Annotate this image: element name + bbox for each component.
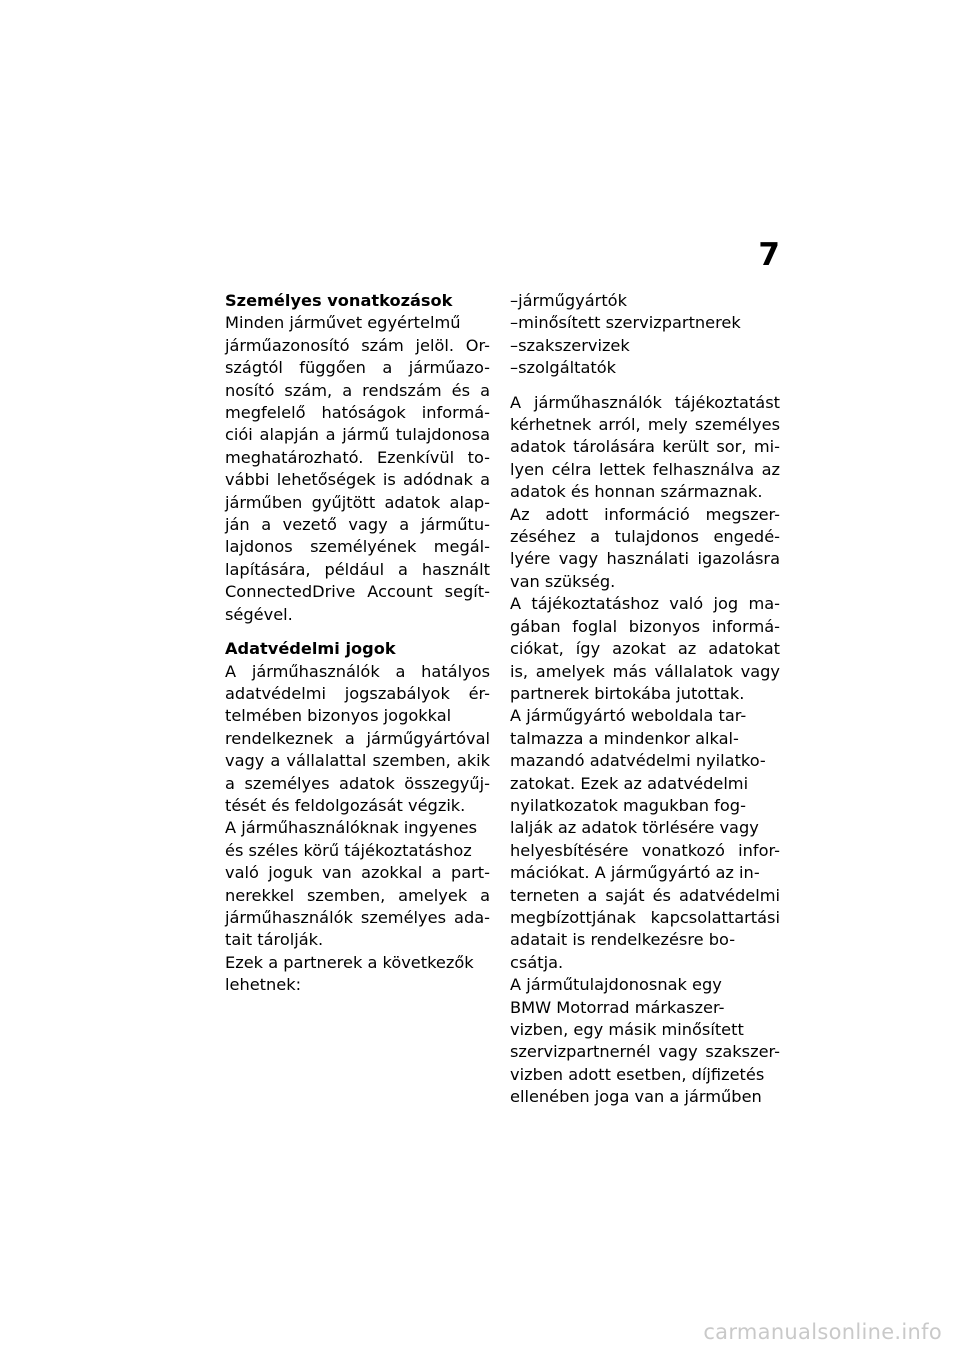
text-line: tését és feldolgozását végzik. [225,795,466,815]
list-item: –minősített szervizpartnerek [510,313,741,333]
text-line: ciói alapján a jármű tulajdonosa [225,425,490,445]
text-line: A tájékoztatáshoz való jog ma- [510,594,780,614]
text-line: vábbi lehetőségek is adódnak a [225,470,490,490]
text-line: lehetnek: [225,975,302,995]
text-line: van szükség. [510,571,616,591]
text-line: mazandó adatvédelmi nyilatko- [510,751,766,771]
text-line: nyilatkozatok magukban fog- [510,795,746,815]
text-line: lapítására, például a használt [225,559,490,579]
text-line: helyesbítésére vonatkozó infor- [510,840,780,860]
text-line: telmében bizonyos jogokkal [225,706,452,726]
text-line: csátja. [510,952,564,972]
text-line: Ezek a partnerek a következők [225,952,474,972]
text-line: vizben, egy másik minősített [510,1020,744,1039]
text-line: A járműtulajdonosnak egy [510,975,722,995]
text-line: adatvédelmi jogszabályok ér- [225,683,490,703]
text-line: ConnectedDrive Account segít- [225,582,490,602]
section-body-personal-references [225,312,490,626]
page-number: 7 [758,237,780,273]
text-line: Minden járművet egyértelmű [225,313,461,333]
text-line: A járműhasználók a hatályos [225,661,490,681]
list-item: –szakszervizek [510,335,630,355]
text-line: gában foglal bizonyos informá- [510,616,780,636]
text-line: nerekkel szemben, amelyek a [225,885,490,905]
text-line: A járműhasználók tájékoztatást [510,392,780,412]
text-line: szervizpartnernél vagy szakszer- [510,1042,780,1062]
section-heading-personal-references: Személyes vonatkozások [225,291,453,310]
text-line: a személyes adatok összegyűj- [225,773,490,793]
text-line: és széles körű tájékoztatáshoz [225,840,472,860]
text-line: megfelelő hatóságok informá- [225,403,490,423]
text-line: kérhetnek arról, mely személyes [510,415,780,435]
text-line: A járműgyártó weboldala tar- [510,706,747,726]
text-line: mációkat. A járműgyártó az in- [510,863,760,883]
text-line: adatok és honnan származnak. [510,482,763,502]
text-line: vizben adott esetben, díjfizetés [510,1064,765,1084]
text-line: rendelkeznek a járműgyártóval [225,728,490,748]
text-line: is, amelyek más vállalatok vagy [510,661,780,681]
section-heading-data-protection-rights: Adatvédelmi jogok [225,639,396,659]
list-item: –járműgyártók [510,291,627,310]
list-item: –szolgáltatók [510,358,617,378]
right-column [510,290,780,1109]
text-line: Az adott információ megszer- [510,504,780,524]
text-line: járműhasználók személyes ada- [225,907,490,927]
text-line: adatok tárolására került sor, mi- [510,437,780,457]
text-line: zéséhez a tulajdonos engedé- [510,527,780,547]
section-body-data-protection-rights [225,661,490,997]
text-line: talmazza a mindenkor alkal- [510,728,739,748]
text-line: partnerek birtokába jutottak. [510,683,745,703]
text-line: ellenében joga van a járműben [510,1087,762,1107]
text-line: lalják az adatok törlésére vagy [510,818,759,838]
text-line: A járműhasználóknak ingyenes [225,818,478,838]
text-line: lyére vagy használati igazolásra [510,549,780,569]
text-line: zatokat. Ezek az adatvédelmi [510,773,749,793]
text-line: vagy a vállalattal szemben, akik [225,751,490,771]
text-line: való joguk van azokkal a part- [225,863,490,883]
text-line: járműazonosító szám jelöl. Or- [225,335,490,355]
text-line: ségével. [225,604,293,624]
right-column-body [510,392,780,1109]
text-line: lyen célra lettek felhasználva az [510,459,780,479]
text-line: megbízottjának kapcsolattartási [510,907,780,927]
text-line: ciókat, így azokat az adatokat [510,639,780,659]
text-line: szágtól függően a járműazo- [225,358,490,378]
text-line: ján a vezető vagy a járműtu- [225,515,490,535]
text-line: lajdonos személyének megál- [225,537,490,557]
text-line: tait tárolják. [225,930,324,950]
text-line: adatait is rendelkezésre bo- [510,930,736,950]
text-line: BMW Motorrad márkaszer- [510,997,725,1017]
text-line: járműben gyűjtött adatok alap- [225,492,490,512]
text-line: terneten a saját és adatvédelmi [510,885,780,905]
left-column [225,290,490,997]
text-line: nosító szám, a rendszám és a [225,380,490,400]
watermark: carmanualsonline.info [703,1320,942,1344]
partner-list [510,290,780,380]
text-line: meghatározható. Ezenkívül to- [225,447,490,467]
